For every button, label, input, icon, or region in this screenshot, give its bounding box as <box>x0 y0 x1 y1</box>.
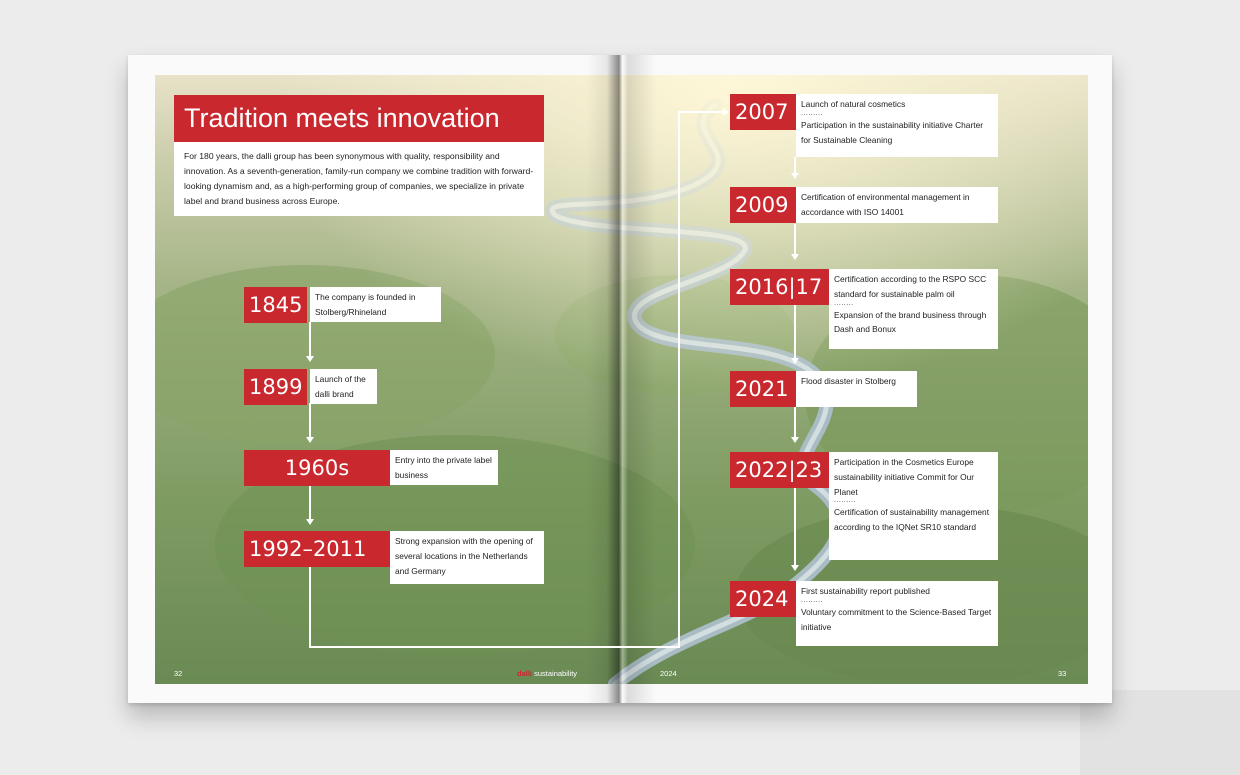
page-number-left: 32 <box>174 669 183 678</box>
spine-shadow <box>586 55 656 703</box>
arrow-down-icon <box>791 358 799 364</box>
timeline-connector <box>794 407 796 439</box>
timeline-year: 1992–2011 <box>244 531 390 567</box>
timeline-text-block <box>829 269 998 349</box>
dotted-separator: ......... <box>801 596 824 604</box>
timeline-text: Flood disaster in Stolberg <box>796 371 917 407</box>
timeline-text: Entry into the private label business <box>390 450 498 485</box>
dotted-separator: ......... <box>801 109 824 117</box>
timeline-text: Participation in the sustainability initiative Charter for Sustainable Cleaning <box>801 119 984 145</box>
timeline-text: Certification of environmental management in accordance with ISO 14001 <box>796 187 998 223</box>
timeline-text: Launch of the dalli brand <box>310 369 377 404</box>
arrow-right-icon <box>723 108 729 116</box>
timeline-connector <box>794 488 796 567</box>
timeline-text: First sustainability report published <box>801 586 930 596</box>
arrow-down-icon <box>306 356 314 362</box>
arrow-down-icon <box>306 519 314 525</box>
intro-text: For 180 years, the dalli group has been synonymous with quality, responsibility and innovation. As a seventh-generation, family-run company we combine tradition with forward-looking dynamism and, as a high-performing group of companies, we specialize in private label and brand business across Europe. <box>184 151 534 206</box>
footer-year: 2024 <box>660 669 677 678</box>
timeline-text-block <box>796 581 998 646</box>
timeline-text: Launch of natural cosmetics <box>801 99 906 109</box>
brand-label: sustainability <box>534 669 578 678</box>
page-title: Tradition meets innovation <box>174 95 544 142</box>
timeline-connector <box>309 403 311 441</box>
timeline-text: The company is founded in Stolberg/Rhineland <box>310 287 441 322</box>
timeline-year: 2021 <box>730 371 796 407</box>
arrow-down-icon <box>791 565 799 571</box>
timeline-text: Participation in the Cosmetics Europe sustainability initiative Commit for Our Planet <box>834 457 975 497</box>
timeline-text: Certification of sustainability management according to the IQNet SR10 standard <box>834 507 990 533</box>
timeline-text: Expansion of the brand business through Dash and Bonux <box>834 309 987 335</box>
arrow-down-icon <box>791 437 799 443</box>
timeline-connector <box>678 111 680 648</box>
timeline-text-block <box>796 94 998 157</box>
footer-brand <box>517 669 577 678</box>
arrow-down-icon <box>306 437 314 443</box>
timeline-text-block <box>829 452 998 560</box>
timeline-year: 2022|23 <box>730 452 829 488</box>
timeline-year: 2009 <box>730 187 796 223</box>
timeline-year: 2016|17 <box>730 269 829 305</box>
dotted-separator: ......... <box>834 497 857 505</box>
timeline-text: Strong expansion with the opening of several locations in the Netherlands and Germany <box>390 531 544 584</box>
timeline-connector <box>794 224 796 256</box>
timeline-connector <box>309 322 311 360</box>
timeline-year: 2007 <box>730 94 796 130</box>
timeline-connector <box>794 305 796 360</box>
timeline-text: Voluntary commitment to the Science-Based Target initiative <box>801 606 992 632</box>
timeline-year: 1960s <box>244 450 390 486</box>
arrow-down-icon <box>791 254 799 260</box>
timeline-year: 2024 <box>730 581 796 617</box>
page-number-right: 33 <box>1058 669 1067 678</box>
timeline-connector <box>678 111 724 113</box>
timeline-connector <box>309 485 311 523</box>
timeline-text: Certification according to the RSPO SCC standard for sustainable palm oil <box>834 274 987 299</box>
dotted-separator: ........ <box>834 299 854 307</box>
brand-name: dalli <box>517 669 533 678</box>
arrow-down-icon <box>791 173 799 179</box>
timeline-year: 1899 <box>244 369 307 405</box>
timeline-year: 1845 <box>244 287 307 323</box>
timeline-connector <box>309 646 679 648</box>
timeline-connector <box>309 566 311 647</box>
